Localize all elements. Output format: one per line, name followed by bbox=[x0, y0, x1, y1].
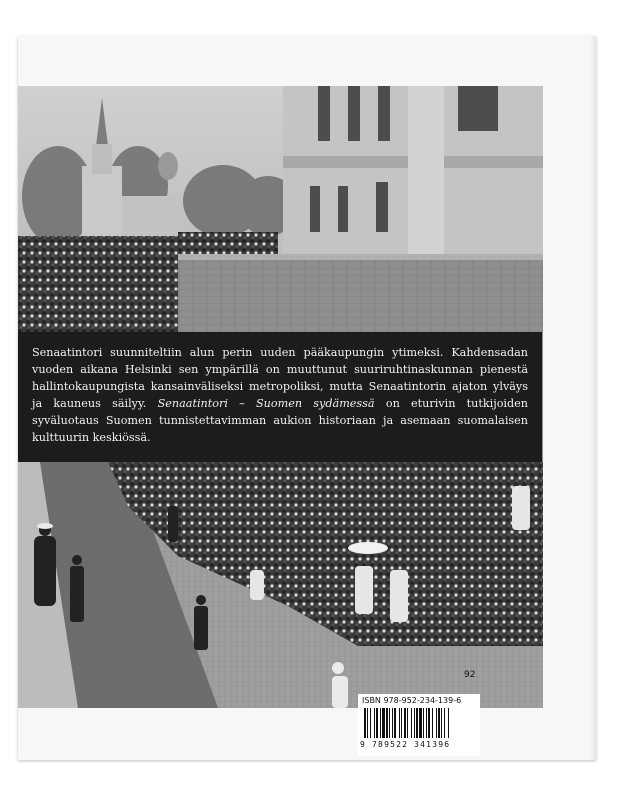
book-back-cover bbox=[18, 36, 596, 760]
isbn-barcode-box bbox=[358, 694, 480, 756]
blurb-text-part2: on eturivin tutkijoiden syväluotaus Suomen tunnistettavimman aukion historiaan ja asemaan suomalaisen kulttuurin keskiössä. bbox=[32, 397, 528, 444]
barcode-digits: 9 789522 341396 bbox=[360, 740, 451, 749]
back-cover-blurb bbox=[18, 332, 542, 462]
barcode-icon bbox=[362, 708, 476, 740]
isbn-label: ISBN 978-952-234-139-6 bbox=[362, 696, 462, 705]
cover-edge-shadow bbox=[590, 36, 596, 760]
blurb-text-part1: Senaatintori suunniteltiin alun perin uuden pääkaupungin ytimeksi. Kahdensadan vuoden aikana Helsinki sen ympärillä on muuttunut suuriruhtinaskunnan pienestä hallintokaupungista kansainväliseksi metropoliksi, mutta Senaatintorin ajaton ylväys ja kauneus säilyy. bbox=[32, 346, 528, 410]
blurb-book-title: Senaatintori – Suomen sydämessä bbox=[157, 397, 375, 410]
page-number: 92 bbox=[464, 670, 476, 680]
